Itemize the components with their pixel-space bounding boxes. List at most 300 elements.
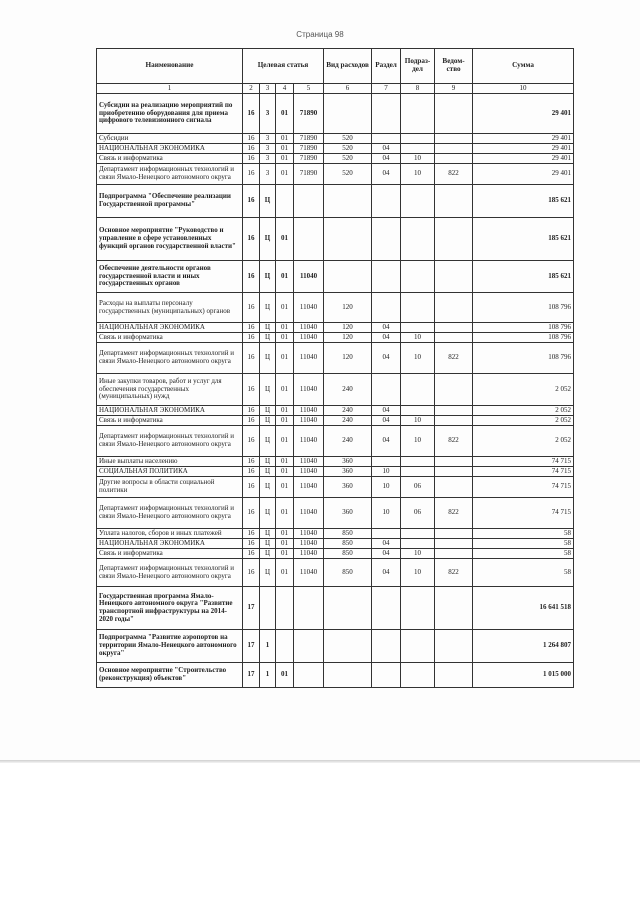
table-row bbox=[97, 630, 574, 663]
column-number: 10 bbox=[473, 84, 574, 94]
cell-section: 10 bbox=[372, 477, 401, 498]
table-row bbox=[97, 529, 574, 539]
cell-name: Департамент информационных технологий и связи Ямало-Ненецкого автономного округа bbox=[97, 498, 243, 529]
column-number: 7 bbox=[372, 84, 401, 94]
cell-subsection: 06 bbox=[401, 477, 435, 498]
table-row bbox=[97, 406, 574, 416]
cell-event: 01 bbox=[276, 406, 294, 416]
table-row bbox=[97, 333, 574, 343]
cell-direction: 11040 bbox=[294, 477, 324, 498]
cell-section bbox=[372, 185, 401, 218]
cell-program: 17 bbox=[243, 663, 260, 688]
table-row bbox=[97, 587, 574, 630]
cell-sum: 58 bbox=[473, 559, 574, 587]
cell-subsection bbox=[401, 539, 435, 549]
cell-subprogram: Ц bbox=[260, 374, 276, 406]
cell-direction: 11040 bbox=[294, 406, 324, 416]
cell-direction: 71890 bbox=[294, 94, 324, 134]
cell-sum: 108 796 bbox=[473, 333, 574, 343]
cell-section: 04 bbox=[372, 343, 401, 374]
cell-name: НАЦИОНАЛЬНАЯ ЭКОНОМИКА bbox=[97, 539, 243, 549]
cell-expense-type bbox=[324, 630, 372, 663]
cell-direction bbox=[294, 663, 324, 688]
cell-expense-type: 120 bbox=[324, 333, 372, 343]
cell-subprogram: 3 bbox=[260, 94, 276, 134]
cell-section: 04 bbox=[372, 406, 401, 416]
cell-section bbox=[372, 529, 401, 539]
cell-subprogram: Ц bbox=[260, 549, 276, 559]
cell-expense-type: 120 bbox=[324, 293, 372, 323]
cell-sum: 108 796 bbox=[473, 293, 574, 323]
cell-program: 16 bbox=[243, 144, 260, 154]
cell-subprogram: Ц bbox=[260, 426, 276, 457]
cell-department: 822 bbox=[435, 343, 473, 374]
cell-subsection: 10 bbox=[401, 343, 435, 374]
cell-program: 16 bbox=[243, 343, 260, 374]
cell-direction: 11040 bbox=[294, 529, 324, 539]
cell-expense-type: 850 bbox=[324, 559, 372, 587]
cell-direction: 11040 bbox=[294, 457, 324, 467]
cell-section bbox=[372, 293, 401, 323]
cell-program: 16 bbox=[243, 467, 260, 477]
cell-expense-type: 240 bbox=[324, 416, 372, 426]
column-number: 1 bbox=[97, 84, 243, 94]
cell-subprogram: 1 bbox=[260, 663, 276, 688]
cell-department bbox=[435, 218, 473, 261]
cell-department bbox=[435, 457, 473, 467]
cell-expense-type: 520 bbox=[324, 144, 372, 154]
cell-event: 01 bbox=[276, 261, 294, 293]
cell-event: 01 bbox=[276, 498, 294, 529]
column-number: 8 bbox=[401, 84, 435, 94]
cell-subsection: 10 bbox=[401, 426, 435, 457]
cell-program: 16 bbox=[243, 529, 260, 539]
cell-sum: 185 621 bbox=[473, 218, 574, 261]
cell-sum: 185 621 bbox=[473, 185, 574, 218]
cell-event: 01 bbox=[276, 323, 294, 333]
cell-direction: 11040 bbox=[294, 549, 324, 559]
cell-event: 01 bbox=[276, 144, 294, 154]
cell-direction: 11040 bbox=[294, 498, 324, 529]
cell-subsection bbox=[401, 630, 435, 663]
table-row bbox=[97, 261, 574, 293]
cell-subsection bbox=[401, 218, 435, 261]
cell-section: 04 bbox=[372, 426, 401, 457]
cell-department bbox=[435, 406, 473, 416]
header-type: Вид расходов bbox=[324, 49, 372, 84]
cell-subprogram: Ц bbox=[260, 323, 276, 333]
cell-section bbox=[372, 663, 401, 688]
cell-event: 01 bbox=[276, 457, 294, 467]
cell-program: 16 bbox=[243, 374, 260, 406]
column-number: 9 bbox=[435, 84, 473, 94]
cell-section bbox=[372, 94, 401, 134]
cell-program: 16 bbox=[243, 134, 260, 144]
table-row bbox=[97, 185, 574, 218]
header-target: Целевая статья bbox=[243, 49, 324, 84]
cell-department bbox=[435, 94, 473, 134]
cell-subsection: 10 bbox=[401, 154, 435, 164]
cell-direction: 11040 bbox=[294, 374, 324, 406]
table-row bbox=[97, 477, 574, 498]
cell-subprogram: Ц bbox=[260, 261, 276, 293]
cell-event: 01 bbox=[276, 539, 294, 549]
table-row bbox=[97, 467, 574, 477]
cell-name: Связь и информатика bbox=[97, 154, 243, 164]
cell-expense-type: 240 bbox=[324, 374, 372, 406]
cell-department: 822 bbox=[435, 164, 473, 185]
cell-section bbox=[372, 218, 401, 261]
cell-department bbox=[435, 144, 473, 154]
cell-expense-type bbox=[324, 185, 372, 218]
cell-direction: 11040 bbox=[294, 293, 324, 323]
cell-subprogram: Ц bbox=[260, 406, 276, 416]
cell-section: 04 bbox=[372, 144, 401, 154]
cell-event: 01 bbox=[276, 94, 294, 134]
cell-event: 01 bbox=[276, 343, 294, 374]
cell-subprogram: 3 bbox=[260, 154, 276, 164]
cell-subprogram: 3 bbox=[260, 134, 276, 144]
cell-sum: 185 621 bbox=[473, 261, 574, 293]
cell-expense-type: 850 bbox=[324, 539, 372, 549]
cell-program: 16 bbox=[243, 416, 260, 426]
cell-section: 04 bbox=[372, 559, 401, 587]
cell-event: 01 bbox=[276, 164, 294, 185]
cell-expense-type: 240 bbox=[324, 406, 372, 416]
cell-section bbox=[372, 630, 401, 663]
cell-sum: 29 401 bbox=[473, 164, 574, 185]
cell-event: 01 bbox=[276, 559, 294, 587]
cell-expense-type: 360 bbox=[324, 457, 372, 467]
cell-section bbox=[372, 457, 401, 467]
cell-sum: 2 052 bbox=[473, 426, 574, 457]
page-label: Страница 98 bbox=[296, 30, 344, 39]
cell-program: 16 bbox=[243, 426, 260, 457]
table-row bbox=[97, 343, 574, 374]
cell-direction: 11040 bbox=[294, 416, 324, 426]
cell-section bbox=[372, 374, 401, 406]
column-number: 3 bbox=[260, 84, 276, 94]
column-number: 5 bbox=[294, 84, 324, 94]
cell-section: 10 bbox=[372, 467, 401, 477]
cell-department bbox=[435, 467, 473, 477]
cell-department bbox=[435, 477, 473, 498]
table-row bbox=[97, 94, 574, 134]
cell-name: Связь и информатика bbox=[97, 333, 243, 343]
header-name: Наименование bbox=[97, 49, 243, 84]
cell-subprogram: Ц bbox=[260, 539, 276, 549]
cell-subprogram: 3 bbox=[260, 144, 276, 154]
cell-event: 01 bbox=[276, 529, 294, 539]
cell-department: 822 bbox=[435, 559, 473, 587]
cell-name: Связь и информатика bbox=[97, 416, 243, 426]
cell-event: 01 bbox=[276, 477, 294, 498]
cell-event: 01 bbox=[276, 426, 294, 457]
cell-section bbox=[372, 134, 401, 144]
cell-name: НАЦИОНАЛЬНАЯ ЭКОНОМИКА bbox=[97, 406, 243, 416]
cell-name: Государственная программа Ямало-Ненецкого автономного округа "Развитие транспортной инфраструктуры на 2014-2020 годы" bbox=[97, 587, 243, 630]
cell-expense-type bbox=[324, 94, 372, 134]
cell-department bbox=[435, 374, 473, 406]
cell-section: 04 bbox=[372, 416, 401, 426]
cell-department bbox=[435, 416, 473, 426]
table-row bbox=[97, 426, 574, 457]
cell-expense-type: 520 bbox=[324, 154, 372, 164]
cell-name: Иные выплаты населению bbox=[97, 457, 243, 467]
cell-program: 16 bbox=[243, 477, 260, 498]
cell-sum: 2 052 bbox=[473, 416, 574, 426]
cell-subprogram: Ц bbox=[260, 529, 276, 539]
cell-program: 16 bbox=[243, 539, 260, 549]
cell-direction: 11040 bbox=[294, 343, 324, 374]
cell-subprogram: Ц bbox=[260, 185, 276, 218]
cell-program: 16 bbox=[243, 457, 260, 467]
cell-event bbox=[276, 185, 294, 218]
cell-subprogram: Ц bbox=[260, 343, 276, 374]
cell-sum: 29 401 bbox=[473, 94, 574, 134]
cell-name: Департамент информационных технологий и связи Ямало-Ненецкого автономного округа bbox=[97, 343, 243, 374]
cell-program: 16 bbox=[243, 333, 260, 343]
cell-section: 04 bbox=[372, 539, 401, 549]
table-row bbox=[97, 164, 574, 185]
cell-department: 822 bbox=[435, 498, 473, 529]
column-number: 2 bbox=[243, 84, 260, 94]
cell-subsection: 06 bbox=[401, 498, 435, 529]
cell-name: Подпрограмма "Развитие аэропортов на территории Ямало-Ненецкого автономного округа" bbox=[97, 630, 243, 663]
cell-subprogram: Ц bbox=[260, 333, 276, 343]
cell-section: 04 bbox=[372, 333, 401, 343]
table-row bbox=[97, 663, 574, 688]
cell-name: НАЦИОНАЛЬНАЯ ЭКОНОМИКА bbox=[97, 144, 243, 154]
cell-subprogram: Ц bbox=[260, 467, 276, 477]
cell-name: Иные закупки товаров, работ и услуг для обеспечения государственных (муниципальных) нужд bbox=[97, 374, 243, 406]
cell-sum: 74 715 bbox=[473, 498, 574, 529]
cell-event bbox=[276, 630, 294, 663]
cell-department bbox=[435, 185, 473, 218]
cell-subsection: 10 bbox=[401, 559, 435, 587]
column-number: 6 bbox=[324, 84, 372, 94]
cell-section: 10 bbox=[372, 498, 401, 529]
table-row bbox=[97, 559, 574, 587]
cell-section bbox=[372, 261, 401, 293]
cell-subprogram: Ц bbox=[260, 218, 276, 261]
cell-program: 16 bbox=[243, 218, 260, 261]
cell-subsection bbox=[401, 261, 435, 293]
cell-subsection bbox=[401, 406, 435, 416]
cell-name: Подпрограмма "Обеспечение реализации Государственной программы" bbox=[97, 185, 243, 218]
cell-program: 17 bbox=[243, 587, 260, 630]
cell-subprogram: 3 bbox=[260, 164, 276, 185]
cell-name: Субсидии bbox=[97, 134, 243, 144]
cell-department bbox=[435, 261, 473, 293]
cell-direction: 11040 bbox=[294, 333, 324, 343]
table-row bbox=[97, 154, 574, 164]
cell-subprogram: Ц bbox=[260, 477, 276, 498]
cell-program: 16 bbox=[243, 498, 260, 529]
cell-name: Основное мероприятие "Строительство (реконструкция) объектов" bbox=[97, 663, 243, 688]
cell-direction bbox=[294, 218, 324, 261]
cell-direction bbox=[294, 587, 324, 630]
cell-department bbox=[435, 293, 473, 323]
cell-subprogram bbox=[260, 587, 276, 630]
table-row bbox=[97, 293, 574, 323]
cell-sum: 1 015 000 bbox=[473, 663, 574, 688]
table-row bbox=[97, 144, 574, 154]
cell-section: 04 bbox=[372, 154, 401, 164]
cell-subprogram: Ц bbox=[260, 559, 276, 587]
cell-direction: 71890 bbox=[294, 164, 324, 185]
cell-department bbox=[435, 323, 473, 333]
cell-expense-type: 240 bbox=[324, 426, 372, 457]
cell-event: 01 bbox=[276, 293, 294, 323]
cell-section: 04 bbox=[372, 549, 401, 559]
cell-event: 01 bbox=[276, 218, 294, 261]
cell-expense-type: 120 bbox=[324, 343, 372, 374]
cell-direction: 11040 bbox=[294, 323, 324, 333]
cell-subsection bbox=[401, 529, 435, 539]
cell-sum: 108 796 bbox=[473, 343, 574, 374]
cell-sum: 29 401 bbox=[473, 154, 574, 164]
cell-name: Расходы на выплаты персоналу государственных (муниципальных) органов bbox=[97, 293, 243, 323]
cell-subsection: 10 bbox=[401, 164, 435, 185]
cell-sum: 58 bbox=[473, 529, 574, 539]
cell-program: 16 bbox=[243, 261, 260, 293]
cell-expense-type: 360 bbox=[324, 477, 372, 498]
table-row bbox=[97, 218, 574, 261]
cell-name: Департамент информационных технологий и связи Ямало-Ненецкого автономного округа bbox=[97, 426, 243, 457]
cell-department bbox=[435, 333, 473, 343]
cell-expense-type: 850 bbox=[324, 549, 372, 559]
cell-department: 822 bbox=[435, 426, 473, 457]
cell-sum: 1 264 807 bbox=[473, 630, 574, 663]
cell-program: 16 bbox=[243, 185, 260, 218]
cell-program: 16 bbox=[243, 164, 260, 185]
cell-direction: 11040 bbox=[294, 261, 324, 293]
header-subsection: Подраз-дел bbox=[401, 49, 435, 84]
cell-direction: 11040 bbox=[294, 467, 324, 477]
cell-expense-type: 360 bbox=[324, 467, 372, 477]
cell-name: Другие вопросы в области социальной политики bbox=[97, 477, 243, 498]
cell-sum: 29 401 bbox=[473, 134, 574, 144]
header-sum: Сумма bbox=[473, 49, 574, 84]
cell-department bbox=[435, 630, 473, 663]
cell-department bbox=[435, 587, 473, 630]
cell-program: 16 bbox=[243, 559, 260, 587]
cell-sum: 74 715 bbox=[473, 477, 574, 498]
header-department: Ведом-ство bbox=[435, 49, 473, 84]
cell-name: Субсидии на реализацию мероприятий по приобретению оборудования для приема цифрового телевизионного сигнала bbox=[97, 94, 243, 134]
cell-program: 16 bbox=[243, 323, 260, 333]
cell-event bbox=[276, 587, 294, 630]
cell-name: СОЦИАЛЬНАЯ ПОЛИТИКА bbox=[97, 467, 243, 477]
cell-subsection bbox=[401, 323, 435, 333]
cell-event: 01 bbox=[276, 333, 294, 343]
cell-program: 16 bbox=[243, 549, 260, 559]
header-section: Раздел bbox=[372, 49, 401, 84]
cell-sum: 58 bbox=[473, 549, 574, 559]
cell-direction: 11040 bbox=[294, 539, 324, 549]
cell-department bbox=[435, 539, 473, 549]
table-row bbox=[97, 498, 574, 529]
cell-department bbox=[435, 529, 473, 539]
cell-event: 01 bbox=[276, 416, 294, 426]
cell-expense-type: 120 bbox=[324, 323, 372, 333]
cell-program: 16 bbox=[243, 94, 260, 134]
table-row bbox=[97, 416, 574, 426]
cell-direction bbox=[294, 185, 324, 218]
cell-name: НАЦИОНАЛЬНАЯ ЭКОНОМИКА bbox=[97, 323, 243, 333]
table-body bbox=[97, 94, 574, 688]
cell-subsection bbox=[401, 374, 435, 406]
cell-event: 01 bbox=[276, 467, 294, 477]
cell-subsection bbox=[401, 293, 435, 323]
cell-expense-type bbox=[324, 587, 372, 630]
cell-name: Уплата налогов, сборов и иных платежей bbox=[97, 529, 243, 539]
cell-direction: 71890 bbox=[294, 154, 324, 164]
cell-department bbox=[435, 154, 473, 164]
cell-department bbox=[435, 549, 473, 559]
cell-expense-type: 520 bbox=[324, 164, 372, 185]
table-row bbox=[97, 374, 574, 406]
cell-expense-type: 520 bbox=[324, 134, 372, 144]
cell-sum: 74 715 bbox=[473, 457, 574, 467]
cell-event: 01 bbox=[276, 374, 294, 406]
cell-program: 16 bbox=[243, 154, 260, 164]
table-row bbox=[97, 539, 574, 549]
cell-expense-type: 360 bbox=[324, 498, 372, 529]
cell-expense-type: 850 bbox=[324, 529, 372, 539]
cell-event: 01 bbox=[276, 154, 294, 164]
cell-sum: 2 052 bbox=[473, 374, 574, 406]
cell-sum: 108 796 bbox=[473, 323, 574, 333]
cell-expense-type bbox=[324, 218, 372, 261]
cell-subsection: 10 bbox=[401, 549, 435, 559]
cell-direction: 71890 bbox=[294, 134, 324, 144]
table-row bbox=[97, 134, 574, 144]
cell-direction bbox=[294, 630, 324, 663]
cell-direction: 11040 bbox=[294, 559, 324, 587]
cell-subsection bbox=[401, 457, 435, 467]
cell-department bbox=[435, 134, 473, 144]
cell-event: 01 bbox=[276, 663, 294, 688]
cell-section: 04 bbox=[372, 323, 401, 333]
table-row bbox=[97, 323, 574, 333]
cell-program: 16 bbox=[243, 406, 260, 416]
cell-subprogram: Ц bbox=[260, 293, 276, 323]
cell-subsection bbox=[401, 144, 435, 154]
cell-sum: 58 bbox=[473, 539, 574, 549]
cell-subprogram: Ц bbox=[260, 457, 276, 467]
cell-program: 17 bbox=[243, 630, 260, 663]
cell-subsection bbox=[401, 467, 435, 477]
table-row bbox=[97, 457, 574, 467]
cell-subprogram: Ц bbox=[260, 416, 276, 426]
cell-expense-type bbox=[324, 261, 372, 293]
cell-direction: 11040 bbox=[294, 426, 324, 457]
cell-sum: 16 641 518 bbox=[473, 587, 574, 630]
cell-section bbox=[372, 587, 401, 630]
cell-sum: 29 401 bbox=[473, 144, 574, 154]
column-number: 4 bbox=[276, 84, 294, 94]
cell-subsection: 10 bbox=[401, 333, 435, 343]
cell-subprogram: 1 bbox=[260, 630, 276, 663]
page-bottom-edge bbox=[0, 760, 640, 763]
cell-program: 16 bbox=[243, 293, 260, 323]
column-number-row bbox=[97, 84, 574, 94]
cell-subprogram: Ц bbox=[260, 498, 276, 529]
cell-subsection bbox=[401, 185, 435, 218]
table-row bbox=[97, 549, 574, 559]
